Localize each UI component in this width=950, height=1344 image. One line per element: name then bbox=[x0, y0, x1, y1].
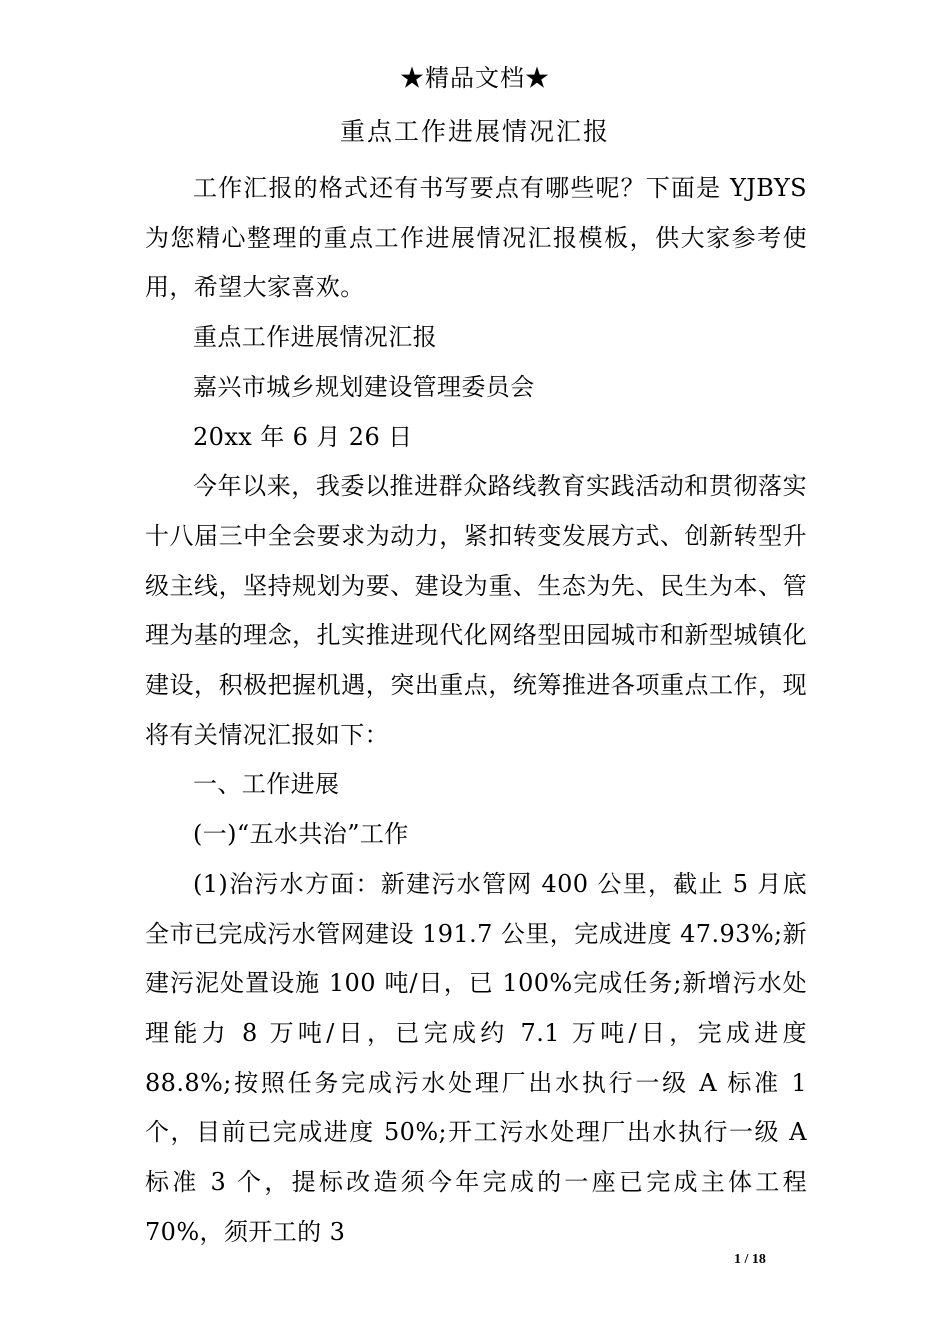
section-heading-progress: 一、工作进展 bbox=[193, 770, 340, 799]
document-body bbox=[145, 164, 807, 1257]
paragraph-intro: 工作汇报的格式还有书写要点有哪些呢？下面是 YJBYS 为您精心整理的重点工作进展情况汇报模板，供大家参考使用，希望大家喜欢。 bbox=[145, 174, 807, 302]
paragraph-organization: 嘉兴市城乡规划建设管理委员会 bbox=[193, 372, 535, 401]
paragraph-sewage-treatment: (1)治污水方面：新建污水管网 400 公里，截止 5 月底全市已完成污水管网建设 191.7 公里，完成进度 47.93%;新建污泥处置设施 100 吨/日，已 100%完成任务;新增污水处理能力 8 万吨/日，已完成约 7.1 万吨/日，完成进度 88.8%;按照任务完成污水处理厂出水执行一级 A 标准 1 个，目前已完成进度 50%;开工污水处理厂出水执行一级 A 标准 3 个，提标改造须今年完成的一座已完成主体工程 70%，须开工的 3 bbox=[145, 869, 807, 1246]
page-number: 1 / 18 bbox=[734, 1252, 766, 1267]
document-title: 重点工作进展情况汇报 bbox=[339, 117, 610, 146]
paragraph-date: 20xx 年 6 月 26 日 bbox=[193, 422, 413, 451]
document-header-label: ★精品文档★ bbox=[400, 64, 550, 92]
paragraph-overview: 今年以来，我委以推进群众路线教育实践活动和贯彻落实十八届三中全会要求为动力，紧扣转变发展方式、创新转型升级主线，坚持规划为要、建设为重、生态为先、民生为本、管理为基的理念，扎实推进现代化网络型田园城市和新型城镇化建设，积极把握机遇，突出重点，统筹推进各项重点工作，现将有关情况汇报如下： bbox=[145, 472, 807, 749]
paragraph-report-title: 重点工作进展情况汇报 bbox=[193, 323, 437, 352]
subsection-heading-five-water: (一)“五水共治”工作 bbox=[193, 820, 409, 849]
